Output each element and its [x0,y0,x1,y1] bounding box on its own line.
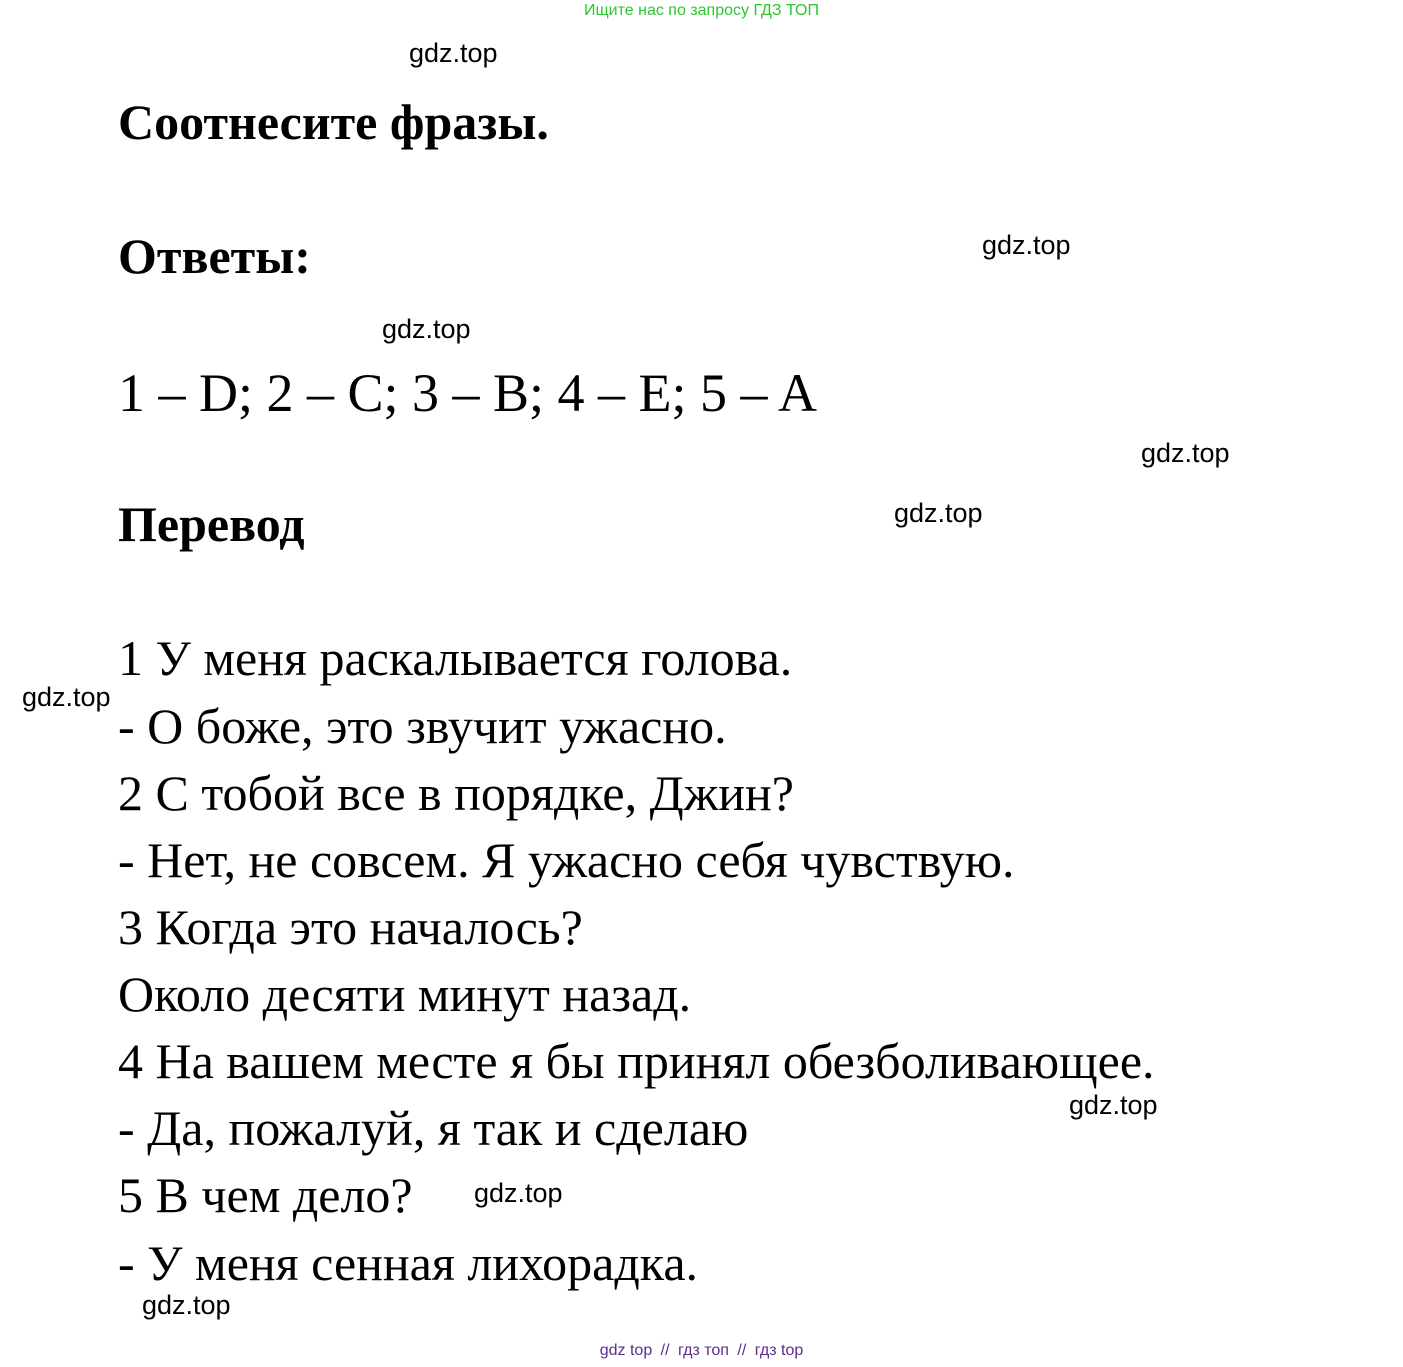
translation-line: 2 С тобой все в порядке, Джин? [118,765,794,821]
watermark: gdz.top [1069,1090,1158,1120]
footer-links [0,1342,1403,1360]
answers-line: 1 – D; 2 – C; 3 – B; 4 – E; 5 – A [118,363,818,423]
translation-line: 3 Когда это началось? [118,899,583,955]
translation-line: 4 На вашем месте я бы принял обезболивающее. [118,1033,1155,1089]
translation-line: Около десяти минут назад. [118,966,692,1022]
translation-line: - У меня сенная лихорадка. [118,1235,699,1291]
watermark: gdz.top [409,38,498,68]
answers-heading: Ответы: [118,228,311,284]
footer-link-gdz-top[interactable]: gdz top [599,1342,653,1359]
watermark: gdz.top [382,314,471,344]
watermark: gdz.top [894,498,983,528]
translation-line: - Да, пожалуй, я так и сделаю [118,1100,749,1156]
translation-heading: Перевод [118,496,305,552]
footer-separator: // [660,1342,670,1359]
footer-separator: // [737,1342,747,1359]
task-title: Соотнесите фразы. [118,94,549,150]
watermark: gdz.top [22,682,111,712]
translation-line: 5 В чем дело? [118,1167,413,1223]
watermark: gdz.top [1141,438,1230,468]
watermark: gdz.top [142,1290,231,1320]
top-banner: Ищите нас по запросу ГДЗ ТОП [584,2,819,19]
translation-line: 1 У меня раскалывается голова. [118,630,793,686]
translation-line: - О боже, это звучит ужасно. [118,698,727,754]
watermark: gdz.top [982,230,1071,260]
watermark: gdz.top [474,1178,563,1208]
footer-link-gdz-top-ru[interactable]: гдз топ [678,1342,729,1359]
translation-line: - Нет, не совсем. Я ужасно себя чувствую. [118,832,1015,888]
footer-link-gdz-top-mixed[interactable]: гдз top [754,1342,804,1359]
